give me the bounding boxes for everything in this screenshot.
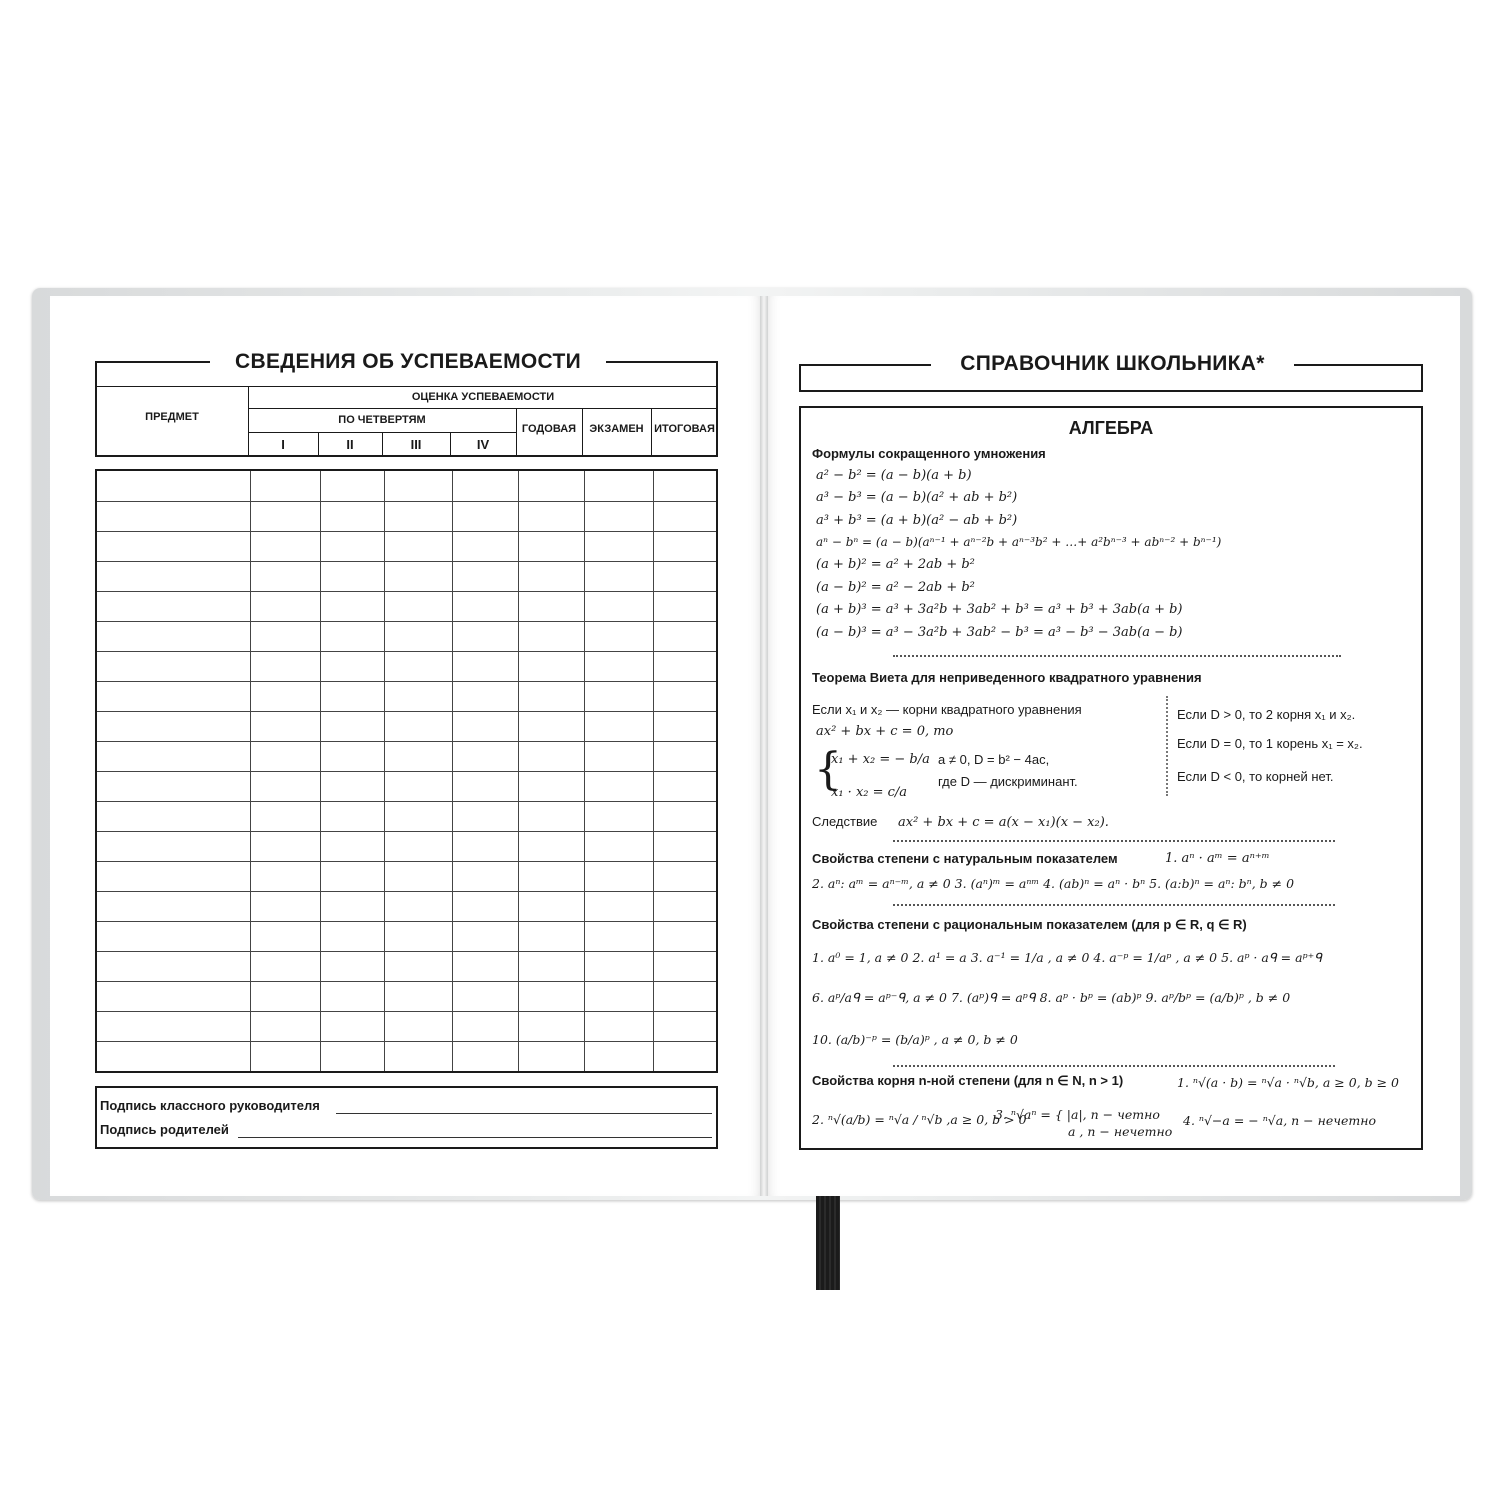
table-row [97,501,716,502]
s1-formula-1: a² − b² = (a − b)(a + b) [816,468,972,483]
divider-2 [893,840,1335,842]
table-row [97,771,716,772]
sign-parents-line[interactable] [238,1137,712,1138]
table-row [97,921,716,922]
col-annual: ГОДОВАЯ [521,423,577,435]
s5-p4: 4. ⁿ√−a = − ⁿ√a, n − нечетно [1183,1113,1377,1128]
s1-formula-6: (a − b)² = a² − 2ab + b² [816,580,975,595]
table-row [97,681,716,682]
grades-title-rule-left [95,361,210,363]
s1-formula-2: a³ − b³ = (a − b)(a² + ab + b²) [816,490,1018,505]
sign-teacher-line[interactable] [336,1113,712,1114]
table-row [97,621,716,622]
quarter-4: IV [476,437,490,452]
table-row [97,561,716,562]
s1-formula-7: (a + b)³ = a³ + 3a²b + 3ab² + b³ = a³ + b³ + 3ab(a + b) [816,602,1183,617]
s2-cons: ax² + bx + c = a(x − x₁)(x − x₂). [898,815,1109,830]
s2-disc: где D — дискриминант. [938,774,1078,789]
grades-title: СВЕДЕНИЯ ОБ УСПЕВАЕМОСТИ [210,350,606,374]
table-row [97,801,716,802]
s2-cond: a ≠ 0, D = b² − 4ac, [938,752,1050,767]
s3-title: Свойства степени с натуральным показателем [812,851,1118,866]
table-row [97,831,716,832]
book-spine [760,296,768,1196]
signature-box [95,1086,718,1149]
s2-r2: Если D = 0, то 1 корень x₁ = x₂. [1177,736,1363,751]
col-subject: ПРЕДМЕТ [145,411,199,423]
s5-p1: 1. ⁿ√(a · b) = ⁿ√a · ⁿ√b, a ≥ 0, b ≥ 0 [1177,1075,1400,1090]
table-row [97,951,716,952]
s5-p3b: a , n − нечетно [1068,1124,1173,1139]
s2-r3: Если D < 0, то корней нет. [1177,769,1334,784]
header-rule-2 [248,408,718,409]
divider-4 [893,1065,1335,1067]
handbook-title-rule-right [1294,364,1423,366]
table-row [97,861,716,862]
col-exam: ЭКЗАМЕН [589,423,644,435]
s2-vertical-divider [1166,696,1168,796]
grades-title-rule-right [606,361,718,363]
s1-formula-5: (a + b)² = a² + 2ab + b² [816,557,975,572]
s5-p2: 2. ⁿ√(a/b) = ⁿ√a / ⁿ√b ,a ≥ 0, b > 0 [812,1112,1027,1127]
s1-formula-3: a³ + b³ = (a + b)(a² − ab + b²) [816,513,1018,528]
s5-p3a: 3. ⁿ√aⁿ = { |a|, n − четно [995,1107,1160,1122]
table-row [97,1011,716,1012]
divider-3 [893,904,1335,906]
s4-line2: 6. aᵖ/aᑫ = aᵖ⁻ᑫ, a ≠ 0 7. (aᵖ)ᑫ = aᵖᑫ 8. aᵖ · bᵖ = (ab)ᵖ 9. aᵖ/bᵖ = (a/b)ᵖ , b ≠ 0 [812,990,1291,1005]
s2-eq: ax² + bx + c = 0, то [816,724,954,739]
col-final: ИТОГОВАЯ [654,423,715,435]
table-row [97,1041,716,1042]
s2-if: Если x₁ и x₂ — корни квадратного уравнения [812,702,1082,717]
quarter-2: II [346,437,354,452]
quarter-3: III [410,437,422,452]
s5-title: Свойства корня n-ной степени (для n ∈ N, n > 1) [812,1073,1124,1088]
table-row [97,981,716,982]
s2-system-brace: { [814,744,842,795]
grades-grid[interactable] [95,469,718,1073]
s1-formula-8: (a − b)³ = a³ − 3a²b + 3ab² − b³ = a³ − b³ − 3ab(a − b) [816,625,1183,640]
s2-r1: Если D > 0, то 2 корня x₁ и x₂. [1177,707,1356,722]
handbook-title: СПРАВОЧНИК ШКОЛЬНИКА* [931,352,1294,376]
bookmark-ribbon[interactable] [816,1196,840,1290]
table-row [97,591,716,592]
table-row [97,651,716,652]
sign-teacher-label: Подпись классного руководителя [100,1098,320,1113]
s2-title: Теорема Виета для неприведенного квадратного уравнения [812,670,1202,685]
table-row [97,741,716,742]
s2-sum: x₁ + x₂ = − b/a [831,752,930,767]
algebra-heading: АЛГЕБРА [1068,418,1154,438]
col-grades: ОЦЕНКА УСПЕВАЕМОСТИ [411,391,555,403]
s1-title: Формулы сокращенного умножения [812,446,1046,461]
table-row [97,891,716,892]
s3-line: 2. aⁿ: aᵐ = aⁿ⁻ᵐ, a ≠ 0 3. (aⁿ)ᵐ = aⁿᵐ 4. (ab)ⁿ = aⁿ · bⁿ 5. (a:b)ⁿ = aⁿ: bⁿ, b ≠ 0 [812,876,1295,891]
s1-formula-4: aⁿ − bⁿ = (a − b)(aⁿ⁻¹ + aⁿ⁻²b + aⁿ⁻³b² + …+ a²bⁿ⁻³ + abⁿ⁻² + bⁿ⁻¹) [816,535,1222,549]
divider-1 [893,655,1341,657]
s2-prod: x₁ · x₂ = c/a [831,785,908,800]
quarter-1: I [281,437,285,452]
table-row [97,711,716,712]
s4-line3: 10. (a/b)⁻ᵖ = (b/a)ᵖ , a ≠ 0, b ≠ 0 [812,1032,1018,1047]
s2-cons-label: Следствие [812,814,878,829]
s4-title: Свойства степени с рациональным показателем (для p ∈ R, q ∈ R) [812,917,1247,932]
header-rule-1 [95,386,718,387]
table-row [97,531,716,532]
s4-line1: 1. a⁰ = 1, a ≠ 0 2. a¹ = a 3. a⁻¹ = 1/a , a ≠ 0 4. a⁻ᵖ = 1/aᵖ , a ≠ 0 5. aᵖ · aᑫ = aᵖ⁺ᑫ [812,950,1323,965]
s3-p1: 1. aⁿ · aᵐ = aⁿ⁺ᵐ [1165,851,1270,866]
col-quarters: ПО ЧЕТВЕРТЯМ [338,414,426,426]
handbook-title-rule-left [799,364,931,366]
sign-parents-label: Подпись родителей [100,1122,229,1137]
